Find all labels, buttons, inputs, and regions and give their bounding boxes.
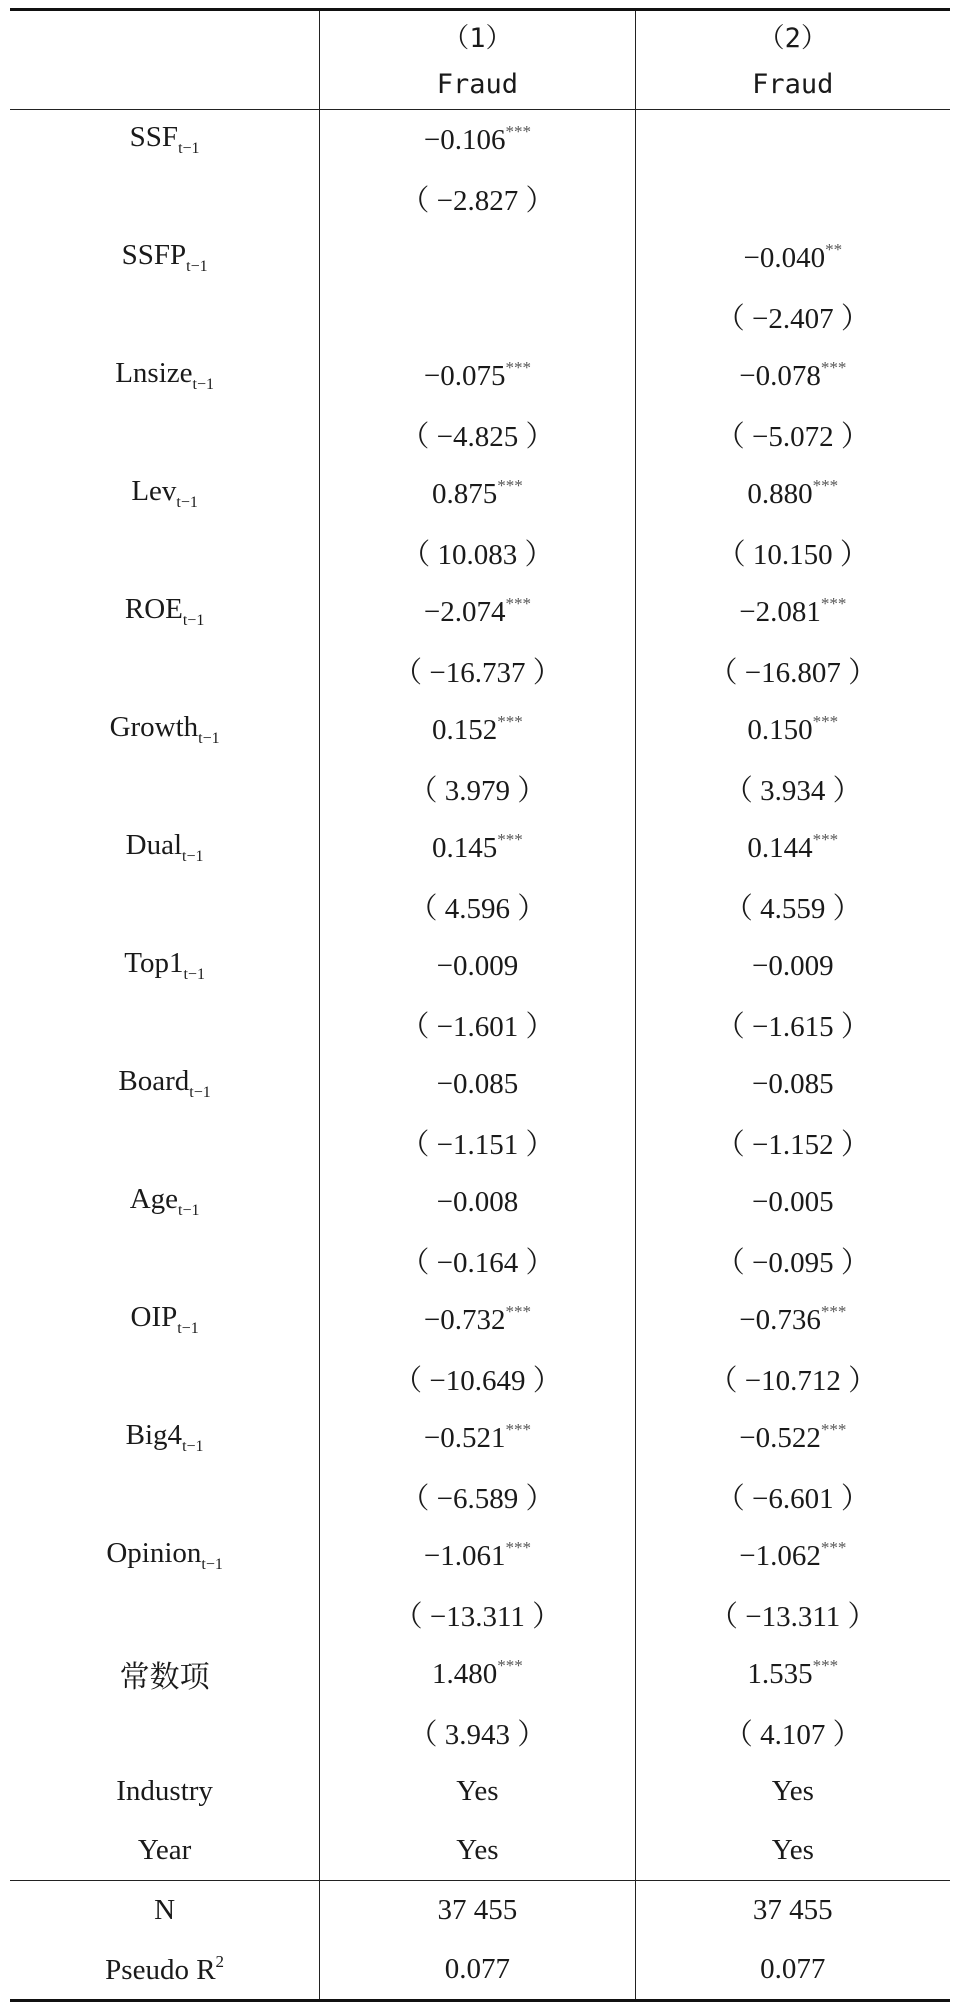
col1-value: Yes	[320, 1762, 635, 1821]
col1-coefficient	[320, 1408, 635, 1467]
col2-t-stat: （ −16.807 ）	[635, 641, 950, 700]
col2-coefficient	[635, 1290, 950, 1349]
col2-coefficient	[635, 110, 950, 170]
coefficient-row	[10, 228, 950, 287]
variable-lag-subscript: t−1	[192, 376, 214, 393]
variable-label	[10, 1172, 320, 1231]
col1-t-stat: （ −16.737 ）	[320, 641, 635, 700]
coefficient-value: 0.875	[432, 478, 498, 510]
col2-coefficient	[635, 464, 950, 523]
variable-name: Big4	[125, 1419, 183, 1451]
col1-coefficient	[320, 936, 635, 995]
col2-coefficient	[635, 700, 950, 759]
blank-cell	[10, 759, 320, 818]
col1-coefficient	[320, 346, 635, 405]
variable-label	[10, 110, 320, 170]
r-squared-superscript: 2	[215, 1952, 225, 1971]
col1-coefficient	[320, 1290, 635, 1349]
coefficient-value: −1.061	[423, 1540, 506, 1572]
coefficient-value: −2.074	[423, 596, 506, 628]
blank-cell	[10, 405, 320, 464]
significance-stars: ***	[820, 358, 847, 377]
col1-coefficient	[320, 1054, 635, 1113]
blank-cell	[10, 641, 320, 700]
coefficient-value: −0.106	[423, 124, 506, 156]
col1-coefficient	[320, 700, 635, 759]
coefficient-value: −0.040	[743, 242, 826, 274]
variable-lag-subscript: t−1	[182, 1438, 204, 1455]
coefficient-row	[10, 1408, 950, 1467]
coefficient-value: −0.522	[739, 1422, 821, 1454]
variable-name: Opinion	[106, 1537, 202, 1569]
variable-name: Dual	[125, 829, 183, 861]
variable-name: Top1	[124, 947, 184, 979]
col1-value: 37 455	[320, 1881, 635, 1941]
variable-name: SSF	[129, 121, 179, 153]
blank-cell	[10, 995, 320, 1054]
variable-lag-subscript: t−1	[178, 140, 200, 157]
t-stat-row	[10, 759, 950, 818]
blank-cell	[10, 877, 320, 936]
variable-name: Board	[118, 1065, 190, 1097]
significance-stars: ***	[820, 1302, 847, 1321]
coefficient-value: −0.732	[423, 1304, 506, 1336]
t-stat-row	[10, 287, 950, 346]
blank-cell	[10, 1703, 320, 1762]
fixed-effect-row	[10, 1821, 950, 1881]
blank-cell	[10, 1113, 320, 1172]
col2-coefficient	[635, 346, 950, 405]
col2-t-stat: （ 4.559 ）	[635, 877, 950, 936]
significance-stars: ***	[812, 476, 839, 495]
coefficient-value: −0.009	[751, 950, 834, 982]
col2-t-stat: （ −2.407 ）	[635, 287, 950, 346]
significance-stars: ***	[505, 1420, 531, 1439]
row-label: Industry	[116, 1775, 213, 1807]
coefficient-value: −0.085	[436, 1068, 519, 1100]
coefficient-value: 1.535	[747, 1658, 813, 1690]
variable-label	[10, 228, 320, 287]
col1-t-stat: （ −10.649 ）	[320, 1349, 635, 1408]
significance-stars: ***	[505, 1538, 531, 1557]
coefficient-value: 0.152	[432, 714, 498, 746]
row-label: Year	[137, 1834, 192, 1866]
row-label: N	[10, 1881, 320, 1941]
col1-coefficient	[320, 110, 635, 170]
col2-t-stat: （ 4.107 ）	[635, 1703, 950, 1762]
col2-coefficient	[635, 1644, 950, 1703]
t-stat-row	[10, 523, 950, 582]
significance-stars: ***	[820, 1538, 847, 1557]
significance-stars: ***	[505, 122, 531, 141]
significance-stars: ***	[505, 358, 531, 377]
t-stat-row	[10, 995, 950, 1054]
col2-value: 0.077	[635, 1940, 950, 2001]
col2-t-stat: （ −1.152 ）	[635, 1113, 950, 1172]
coefficient-row	[10, 818, 950, 877]
header-col2-dependent-var: Fraud	[635, 59, 950, 110]
col2-coefficient	[635, 936, 950, 995]
significance-stars: **	[825, 240, 843, 259]
col1-coefficient	[320, 582, 635, 641]
col2-t-stat: （ 3.934 ）	[635, 759, 950, 818]
variable-name: Age	[129, 1183, 179, 1215]
variable-label	[10, 346, 320, 405]
t-stat-row	[10, 169, 950, 228]
col2-t-stat: （ −0.095 ）	[635, 1231, 950, 1290]
col2-value: Yes	[635, 1821, 950, 1881]
coefficient-row	[10, 936, 950, 995]
significance-stars: ***	[497, 1656, 523, 1675]
significance-stars: ***	[505, 1302, 531, 1321]
significance-stars: ***	[820, 594, 847, 613]
coefficient-value: −1.062	[739, 1540, 821, 1572]
col1-t-stat: （ −4.825 ）	[320, 405, 635, 464]
variable-lag-subscript: t−1	[178, 1202, 200, 1219]
col2-t-stat	[635, 169, 950, 228]
variable-lag-subscript: t−1	[176, 494, 198, 511]
col2-t-stat: （ −10.712 ）	[635, 1349, 950, 1408]
coefficient-row	[10, 346, 950, 405]
variable-lag-subscript: t−1	[189, 1084, 211, 1101]
col1-value: 0.077	[320, 1940, 635, 2001]
variable-lag-subscript: t−1	[183, 966, 205, 983]
coefficient-value: −2.081	[739, 596, 821, 628]
header-blank	[10, 10, 320, 60]
t-stat-row	[10, 641, 950, 700]
coefficient-row	[10, 464, 950, 523]
coefficient-value: 0.880	[747, 478, 813, 510]
coefficient-row	[10, 700, 950, 759]
t-stat-row	[10, 405, 950, 464]
variable-lag-subscript: t−1	[177, 1320, 199, 1337]
col1-coefficient	[320, 1644, 635, 1703]
significance-stars: ***	[820, 1420, 847, 1439]
blank-cell	[10, 1349, 320, 1408]
col2-t-stat: （ −6.601 ）	[635, 1467, 950, 1526]
significance-stars: ***	[812, 1656, 839, 1675]
variable-label	[10, 700, 320, 759]
variable-name: Lev	[131, 475, 177, 507]
col1-coefficient	[320, 228, 635, 287]
col1-t-stat: （ 3.979 ）	[320, 759, 635, 818]
variable-lag-subscript: t−1	[182, 612, 205, 629]
coefficient-row	[10, 1290, 950, 1349]
coefficient-value: −0.521	[423, 1422, 506, 1454]
variable-label	[10, 464, 320, 523]
variable-label	[10, 818, 320, 877]
t-stat-row	[10, 1231, 950, 1290]
blank-cell	[10, 1585, 320, 1644]
col2-coefficient	[635, 228, 950, 287]
col2-t-stat: （ −5.072 ）	[635, 405, 950, 464]
blank-cell	[10, 287, 320, 346]
significance-stars: ***	[497, 712, 523, 731]
coefficient-value: −0.736	[739, 1304, 821, 1336]
col1-t-stat: （ −13.311 ）	[320, 1585, 635, 1644]
row-label	[10, 1940, 320, 2001]
t-stat-row	[10, 1467, 950, 1526]
variable-label	[10, 936, 320, 995]
coefficient-row	[10, 110, 950, 170]
pseudo-r2-label: Pseudo R	[105, 1954, 216, 1986]
coefficient-value: −0.005	[751, 1186, 834, 1218]
t-stat-row	[10, 1349, 950, 1408]
header-row-name	[10, 59, 950, 110]
variable-name: Lnsize	[115, 357, 193, 389]
blank-cell	[10, 1467, 320, 1526]
coefficient-value: −0.078	[739, 360, 821, 392]
coefficient-row	[10, 1054, 950, 1113]
variable-name: 常数项	[119, 1659, 210, 1695]
col1-t-stat	[320, 287, 635, 346]
col2-coefficient	[635, 818, 950, 877]
variable-label	[10, 582, 320, 641]
coefficient-value: 0.150	[747, 714, 813, 746]
variable-lag-subscript: t−1	[182, 848, 204, 865]
pseudo-r2-row	[10, 1940, 950, 2001]
significance-stars: ***	[505, 594, 531, 613]
variable-label	[10, 1644, 320, 1703]
variable-label	[10, 1526, 320, 1585]
header-col1-dependent-var: Fraud	[320, 59, 635, 110]
variable-lag-subscript: t−1	[186, 258, 208, 275]
col2-t-stat: （ −1.615 ）	[635, 995, 950, 1054]
header-col2-number: （2）	[635, 10, 950, 60]
coefficient-row	[10, 1526, 950, 1585]
col2-coefficient	[635, 1526, 950, 1585]
constant-row	[10, 1644, 950, 1703]
regression-table	[10, 8, 950, 2002]
t-stat-row	[10, 1113, 950, 1172]
t-stat-row	[10, 1703, 950, 1762]
coefficient-row	[10, 582, 950, 641]
t-stat-row	[10, 1585, 950, 1644]
variable-label	[10, 1290, 320, 1349]
col1-t-stat: （ 3.943 ）	[320, 1703, 635, 1762]
header-col1-number: （1）	[320, 10, 635, 60]
col1-t-stat: （ −1.601 ）	[320, 995, 635, 1054]
col1-t-stat: （ −1.151 ）	[320, 1113, 635, 1172]
variable-name: ROE	[124, 593, 183, 625]
col2-t-stat: （ 10.150 ）	[635, 523, 950, 582]
col1-value: Yes	[320, 1821, 635, 1881]
col1-t-stat: （ 10.083 ）	[320, 523, 635, 582]
coefficient-value: 0.145	[432, 832, 498, 864]
coefficient-value: 1.480	[432, 1658, 498, 1690]
blank-cell	[10, 169, 320, 228]
variable-label	[10, 1054, 320, 1113]
col1-coefficient	[320, 464, 635, 523]
col2-value: 37 455	[635, 1881, 950, 1941]
col2-coefficient	[635, 582, 950, 641]
fixed-effect-row	[10, 1762, 950, 1821]
col2-coefficient	[635, 1054, 950, 1113]
header-row-number	[10, 10, 950, 60]
coefficient-value: −0.085	[751, 1068, 834, 1100]
variable-name: SSFP	[121, 239, 187, 271]
col2-coefficient	[635, 1408, 950, 1467]
coefficient-value: −0.008	[436, 1186, 519, 1218]
variable-lag-subscript: t−1	[198, 730, 220, 747]
variable-name: OIP	[130, 1301, 178, 1333]
coefficient-value: 0.144	[747, 832, 813, 864]
variable-label	[10, 1408, 320, 1467]
significance-stars: ***	[497, 830, 523, 849]
variable-lag-subscript: t−1	[201, 1556, 223, 1573]
observations-row	[10, 1881, 950, 1941]
col2-coefficient	[635, 1172, 950, 1231]
col1-coefficient	[320, 818, 635, 877]
t-stat-row	[10, 877, 950, 936]
significance-stars: ***	[812, 830, 839, 849]
col1-coefficient	[320, 1526, 635, 1585]
col1-t-stat: （ −6.589 ）	[320, 1467, 635, 1526]
blank-cell	[10, 1231, 320, 1290]
coefficient-value: −0.009	[436, 950, 519, 982]
col1-t-stat: （ −0.164 ）	[320, 1231, 635, 1290]
coefficient-row	[10, 1172, 950, 1231]
header-blank	[10, 59, 320, 110]
blank-cell	[10, 523, 320, 582]
col1-t-stat: （ 4.596 ）	[320, 877, 635, 936]
col1-t-stat: （ −2.827 ）	[320, 169, 635, 228]
significance-stars: ***	[812, 712, 839, 731]
col2-t-stat: （ −13.311 ）	[635, 1585, 950, 1644]
variable-name: Growth	[109, 711, 199, 743]
col2-value: Yes	[635, 1762, 950, 1821]
significance-stars: ***	[497, 476, 523, 495]
col1-coefficient	[320, 1172, 635, 1231]
coefficient-value: −0.075	[423, 360, 506, 392]
